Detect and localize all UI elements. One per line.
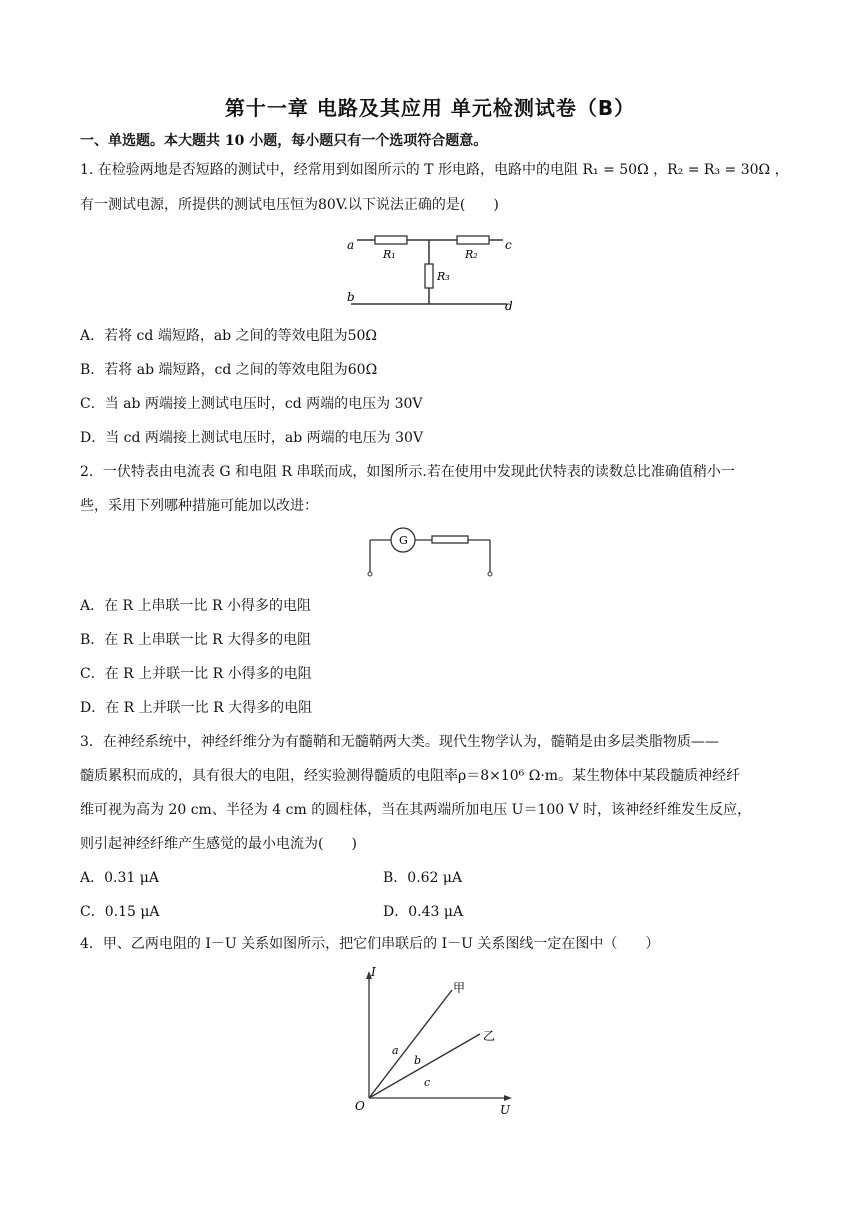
jia-label: 甲 — [453, 981, 466, 995]
line-jia — [369, 990, 452, 1098]
region-c-label: c — [424, 1076, 431, 1089]
q4-stem-line1: 4．甲、乙两电阻的 I－U 关系如图所示，把它们串联后的 I－U 关系图线一定在图中（ ） — [80, 936, 660, 952]
q1-option-a: A．若将 cd 端短路，ab 之间的等效电阻为50Ω — [80, 328, 377, 344]
terminal-b-label: b — [347, 290, 355, 304]
q2-option-b: B．在 R 上串联一比 R 大得多的电阻 — [80, 632, 312, 648]
region-b-label: b — [414, 1054, 422, 1067]
i-axis-label: I — [371, 966, 376, 979]
resistor-r — [432, 536, 468, 543]
q2-option-d: D．在 R 上并联一比 R 大得多的电阻 — [80, 700, 313, 716]
q3-stem-line2: 髓质累积而成的，具有很大的电阻，经实验测得髓质的电阻率ρ＝8×10⁶ Ω·m。某生物体中某段髓质神经纤 — [80, 768, 741, 784]
q2-stem-line1: 2．一伏特表由电流表 G 和电阻 R 串联而成，如图所示.若在使用中发现此伏特表的读数总比准确值稍小一 — [80, 464, 735, 480]
q1-option-b: B．若将 ab 端短路，cd 之间的等效电阻为60Ω — [80, 362, 378, 378]
q1-option-d: D．当 cd 两端接上测试电压时，ab 两端的电压为 30V — [80, 430, 424, 446]
q3-stem-line4: 则引起神经纤维产生感觉的最小电流为( ) — [80, 836, 357, 852]
page-title: 第十一章 电路及其应用 单元检测试卷（B） — [224, 96, 636, 120]
r1-label: R₁ — [383, 248, 396, 261]
q3-option-a: A．0.31 μA — [80, 870, 159, 886]
q3-stem-line1: 3．在神经系统中，神经纤维分为有髓鞘和无髓鞘两大类。现代生物学认为，髓鞘是由多层类脂物质—— — [80, 734, 719, 750]
q3-option-c: C．0.15 μA — [80, 904, 160, 920]
resistor-r1 — [375, 236, 407, 244]
u-axis-label: U — [500, 1103, 511, 1117]
q3-option-b: B．0.62 μA — [383, 870, 463, 886]
q2-stem-line2: 些，采用下列哪种措施可能加以改进： — [80, 498, 318, 514]
galvanometer-label: G — [399, 534, 408, 547]
region-a-label: a — [392, 1044, 399, 1057]
r2-label: R₂ — [465, 248, 478, 261]
resistor-r3 — [425, 264, 433, 288]
section-heading: 一、单选题。本大题共 10 小题，每小题只有一个选项符合题意。 — [80, 133, 488, 149]
q2-option-c: C．在 R 上并联一比 R 小得多的电阻 — [80, 666, 312, 682]
q1-t-circuit-figure — [345, 228, 520, 310]
origin-label: O — [355, 1099, 365, 1113]
terminal-d-label: d — [505, 299, 513, 310]
q1-stem-line2: 有一测试电源，所提供的测试电压恒为80V.以下说法正确的是( ) — [80, 197, 499, 213]
q1-stem-line1: 1. 在检验两地是否短路的测试中，经常用到如图所示的 T 形电路，电路中的电阻 R₁ = 50Ω ，R₂ = R₃ = 30Ω ， — [80, 162, 789, 178]
q3-option-d: D．0.43 μA — [383, 904, 464, 920]
q3-stem-line3: 维可视为高为 20 cm、半径为 4 cm 的圆柱体，当在其两端所加电压 U＝100 V 时，该神经纤维发生反应， — [80, 802, 752, 818]
r3-label: R₃ — [437, 270, 450, 283]
resistor-r2 — [457, 236, 489, 244]
q4-iu-graph-figure — [352, 966, 517, 1118]
terminal-c-label: c — [505, 238, 512, 252]
terminal-a-label: a — [347, 238, 355, 252]
q2-option-a: A．在 R 上串联一比 R 小得多的电阻 — [80, 598, 311, 614]
q1-option-c: C．当 ab 两端接上测试电压时，cd 两端的电压为 30V — [80, 396, 423, 412]
q2-voltmeter-figure — [362, 526, 497, 578]
yi-label: 乙 — [483, 1029, 496, 1043]
